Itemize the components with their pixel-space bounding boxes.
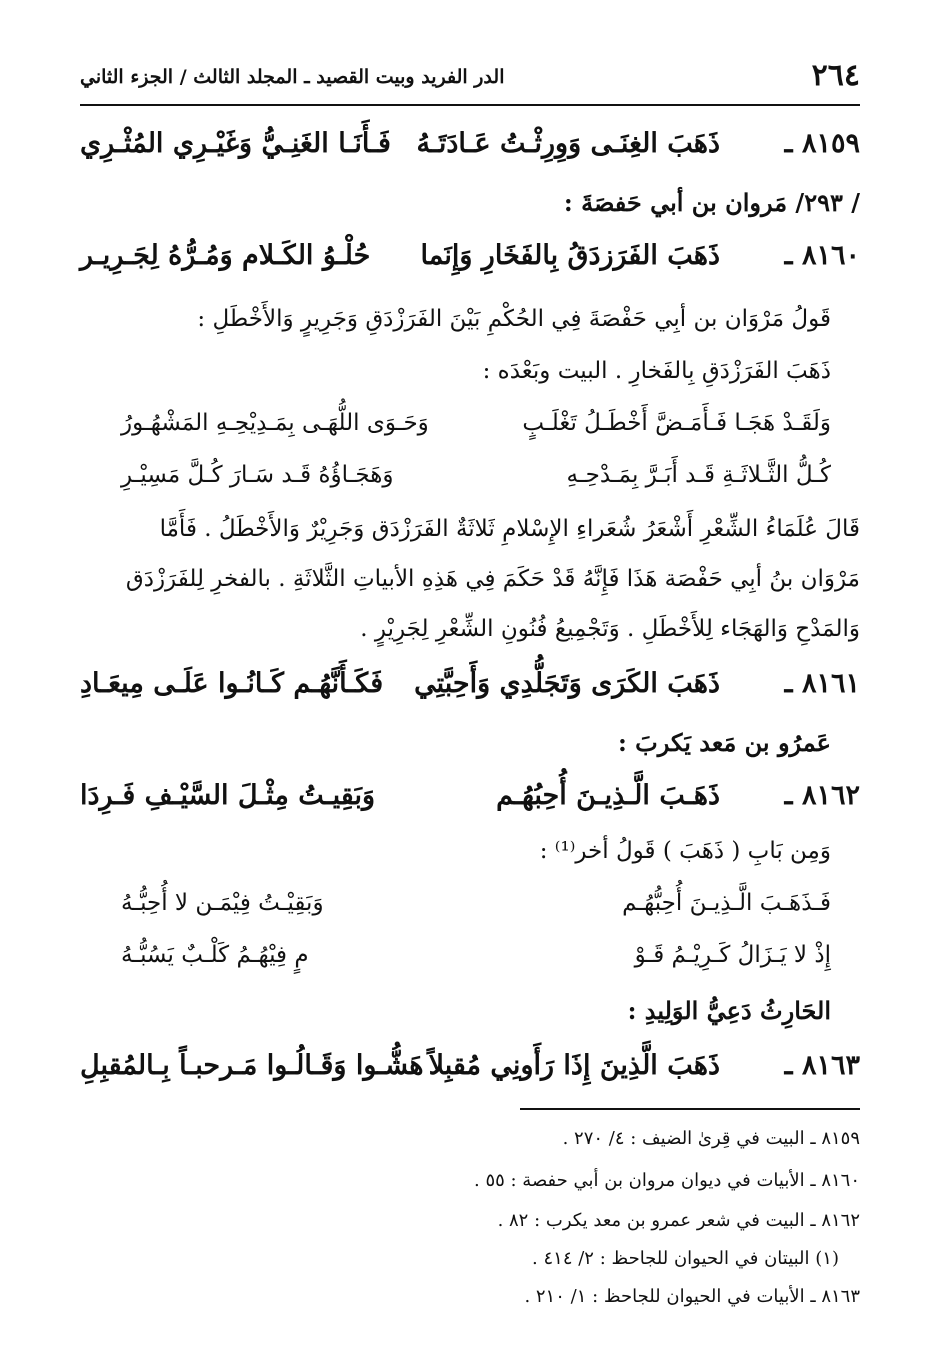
poet-heading-293: / ٢٩٣/ مَروان بن أبي حَفصَةَ : bbox=[563, 188, 860, 217]
verse-second-hemistich: مٍ فِيْهُـمُ كَلْـبٌ يَسُبُّـهُ bbox=[121, 942, 309, 968]
verse-first-hemistich: ذَهَبَ الفَرَزدَقُ بِالفَخَارِ وَإِنَما bbox=[420, 240, 720, 271]
footnote-rule bbox=[520, 1108, 860, 1110]
verse-8162 bbox=[80, 780, 860, 826]
page-number: ٢٦٤ bbox=[811, 58, 860, 93]
verse-number: ٨١٦٣ ـ bbox=[784, 1050, 860, 1081]
footnote: (١) البيتان في الحيوان للجاحظ : ٢/ ٤١٤ . bbox=[532, 1248, 839, 1269]
verse-first-hemistich: ذَهَبَ الكَرَى وَتَجَلُّدِي وَأَحِبَّتِي bbox=[414, 668, 720, 699]
verse-first-hemistich: ذَهَبَ الغِنَـى وَوِرِثْـتُ عَـادَتَـهُ bbox=[416, 128, 720, 159]
running-title: الدر الفريد وبيت القصيد ـ المجلد الثالث / الجزء الثاني bbox=[80, 66, 505, 88]
verse-first-hemistich: إِذْ لا يَـزَالُ كَـرِيْـمُ قَـوْ bbox=[634, 942, 831, 968]
verse-second-hemistich: حُلْـوُ الكَـلام وَمُـرُّهُ لِجَـرِيـر bbox=[80, 240, 371, 271]
quoted-verse bbox=[121, 942, 831, 984]
header-rule bbox=[80, 104, 860, 106]
prose-line: قَالَ عُلَمَاءُ الشِّعْرِ أَشْعَرُ شُعَراءِ الإِسْلامِ ثَلاثَةٌ الفَرَزْدَق وَجَرِيْرٌ وَالأَخْطَلُ . فَأَمَّا bbox=[159, 516, 860, 542]
commentary-line: قَولُ مَرْوَان بن أبِي حَفْصَةَ فِي الحُكْمِ بَيْنَ الفَرَزْدَقِ وَجَرِيرٍ وَالأَخْطَلِ : bbox=[197, 306, 831, 332]
verse-second-hemistich: وَحَـوَى اللُّهَـى بِمَـدِيْحِـهِ المَشْهُـورُ bbox=[121, 410, 429, 436]
verse-first-hemistich: ذَهَـبَ الَّـذِيـنَ أُحِبُهُـم bbox=[496, 780, 720, 811]
verse-second-hemistich: وَبَقِيـتُ مِثْـلَ السَّيْـفِ فَـرِدَا bbox=[80, 780, 376, 811]
verse-number: ٨١٦١ ـ bbox=[784, 668, 860, 699]
verse-second-hemistich: فَكَـأَنَّهُـم كَـانُـوا عَلَـى مِيعَـادِ bbox=[80, 668, 384, 699]
verse-8160 bbox=[80, 240, 860, 286]
poet-heading: عَمرُو بن مَعد يَكربَ : bbox=[617, 728, 831, 757]
page-header bbox=[80, 58, 860, 102]
verse-first-hemistich: كُـلُّ الثَّـلاثَـةِ قَـد أَبَـرَّ بِمَـدْحِـهِ bbox=[566, 462, 831, 488]
verse-second-hemistich: هَشُّـوا وَقَـالُـوا مَـرحبـاً بِـالمُقبِلِ bbox=[80, 1050, 424, 1081]
footnote: ٨١٦٣ ـ الأبيات في الحيوان للجاحظ : ١/ ٢١٠ . bbox=[524, 1286, 860, 1307]
commentary-line: ذَهَبَ الفَرَزْدَقِ بِالفَخارِ . البيت وبَعْدَه : bbox=[482, 358, 831, 384]
verse-number: ٨١٥٩ ـ bbox=[784, 128, 860, 159]
footnote: ٨١٥٩ ـ البيت في قِرىٰ الضيف : ٤/ ٢٧٠ . bbox=[562, 1128, 860, 1149]
verse-first-hemistich: فَـذَهَـبَ الَّـذِيـنَ أُحِبُّهُـم bbox=[622, 890, 831, 916]
footnote: ٨١٦٢ ـ البيت في شعر عمرو بن معد يكرب : ٨٢ . bbox=[497, 1210, 860, 1231]
quoted-verse bbox=[121, 410, 831, 452]
verse-number: ٨١٦٢ ـ bbox=[784, 780, 860, 811]
verse-second-hemistich: فَـأَنَـا الغَنِـيُّ وَغَيْـرِي المُثْـرِي bbox=[80, 128, 391, 159]
verse-8161 bbox=[80, 668, 860, 714]
prose-line: مَرْوَان بنُ أبِي حَفْصَة هَذَا فَإِنَّهُ قَدْ حَكَمَ فِي هَذِهِ الأبياتِ الثَّلاثَةِ . بالفخرِ لِلفَرَزْدَق bbox=[125, 566, 860, 592]
quoted-verse bbox=[121, 462, 831, 504]
poet-heading: الحَارِثُ دَعِيُّ الوَلِيدِ : bbox=[627, 996, 831, 1025]
prose-line: وَالمَدْحِ وَالهَجَاء لِلأَخْطَلِ . وَتَجْمِيعُ فُنُونِ الشِّعْرِ لِجَرِيْرٍ . bbox=[360, 616, 860, 642]
verse-8163 bbox=[80, 1050, 860, 1096]
verse-second-hemistich: وَبَقِيْـتُ فِيْمَـن لا أُحِبُّـهُ bbox=[121, 890, 324, 916]
footnote: ٨١٦٠ ـ الأبيات في ديوان مروان بن أبي حفصة : ٥٥ . bbox=[473, 1170, 860, 1191]
verse-8159 bbox=[80, 128, 860, 174]
commentary-line: وَمِن بَابِ ( ذَهَبَ ) قَولُ أخر⁽¹⁾ : bbox=[539, 838, 831, 864]
quoted-verse bbox=[121, 890, 831, 932]
verse-second-hemistich: وَهَجَـاؤُهُ قَـد سَـارَ كُـلَّ مَسِيْـرِ bbox=[121, 462, 394, 488]
verse-first-hemistich: ذَهَبَ الَّذِينَ إِذَا رَأَونِي مُقبِلاً bbox=[428, 1050, 720, 1081]
verse-first-hemistich: وَلَقَـدْ هَجَـا فَـأَمَـضَّ أَخْطَـلُ تَغْلَـبٍ bbox=[522, 410, 831, 436]
verse-number: ٨١٦٠ ـ bbox=[784, 240, 860, 271]
